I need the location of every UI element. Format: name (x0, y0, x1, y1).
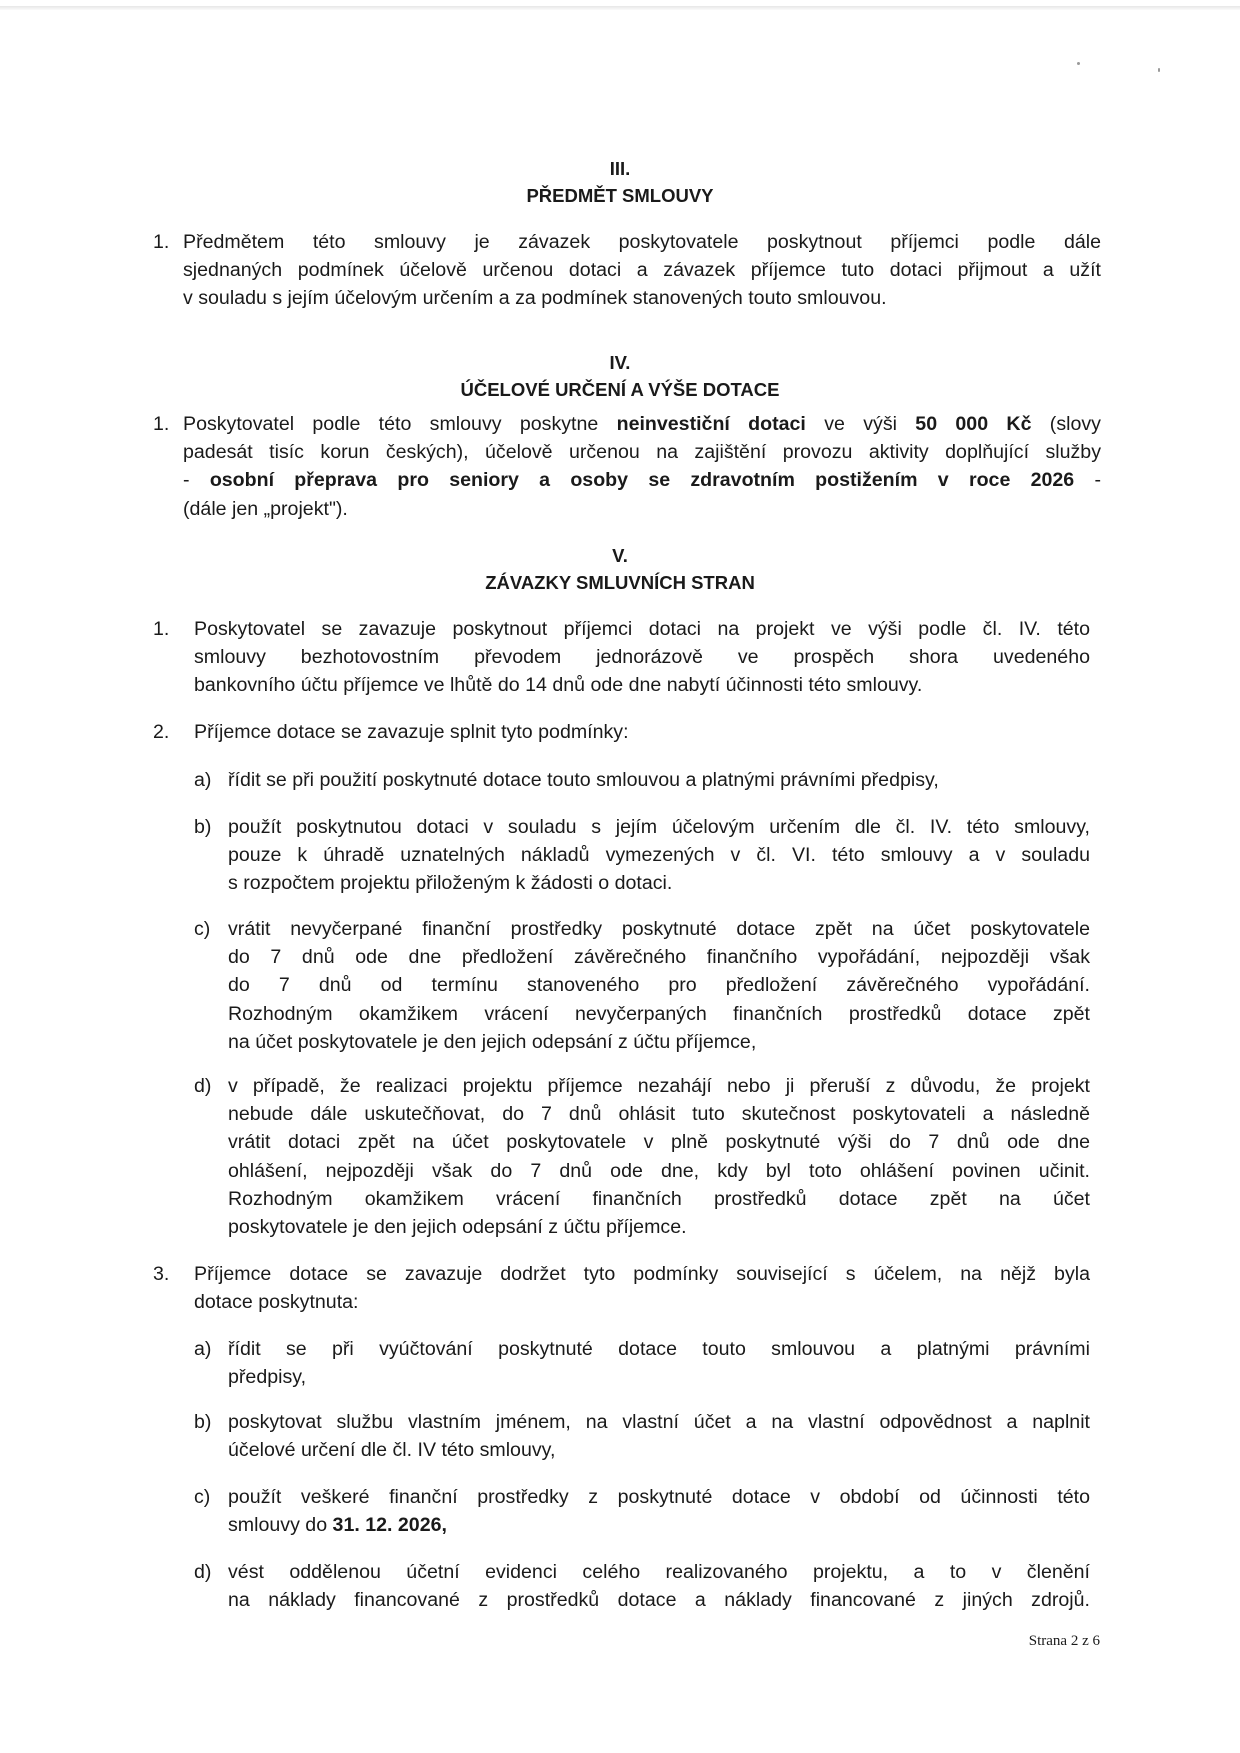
clause-paragraph (194, 615, 1090, 700)
text-run: Poskytovatel podle této smlouvy poskytne (183, 413, 617, 435)
clause-number: 1. (153, 413, 170, 435)
text-line: smlouvy bezhotovostním převodem jednorázově ve prospěch shora uvedeného (194, 646, 1090, 669)
item-label: b) (194, 1411, 212, 1433)
text-line: účelové určení dle čl. IV této smlouvy, (228, 1439, 556, 1462)
text-line: Příjemce dotace se zavazuje splnit tyto podmínky: (194, 721, 629, 743)
text-line (183, 410, 1101, 438)
bold-amount: 50 000 Kč (915, 413, 1032, 435)
text-line: Poskytovatel se zavazuje poskytnout příjemci dotaci na projekt ve výši podle čl. IV. této (194, 618, 1090, 640)
item-label: d) (194, 1561, 212, 1583)
section-heading-iv (0, 352, 1240, 401)
text-line: dotace poskytnuta: (194, 1291, 359, 1314)
bold-date: 31. 12. 2026, (332, 1514, 447, 1537)
text-line: pouze k úhradě uznatelných nákladů vymezených v čl. VI. této smlouvy a v souladu (228, 844, 1090, 867)
item-label: c) (194, 1486, 211, 1508)
bold-text: osobní přeprava pro seniory a osoby se zdravotním postižením v roce 2026 (209, 469, 1075, 492)
text-line: vést oddělenou účetní evidenci celého realizovaného projektu, a to v členění (228, 1561, 1090, 1583)
bold-text: neinvestiční dotaci (616, 413, 806, 435)
text-line: v případě, že realizaci projektu příjemce nezahájí nebo ji přeruší z důvodu, že projekt (228, 1075, 1090, 1097)
clause-intro (194, 718, 1090, 746)
text-line: do 7 dnů od termínu stanoveného pro předložení závěrečného vypořádání. (228, 974, 1090, 997)
clause-paragraph (183, 228, 1101, 313)
clause-paragraph (194, 1260, 1090, 1316)
list-item (228, 1558, 1090, 1614)
text-line: poskytovat službu vlastním jménem, na vlastní účet a na vlastní odpovědnost a naplnit (228, 1411, 1090, 1433)
text-line (183, 466, 1101, 494)
list-item (228, 766, 1090, 794)
text-line: vrátit nevyčerpané finanční prostředky poskytnuté dotace zpět na účet poskytovatele (228, 918, 1090, 940)
text-line: s rozpočtem projektu přiloženým k žádosti o dotaci. (228, 872, 673, 895)
text-line: padesát tisíc korun českých), účelově určenou na zajištění provozu aktivity doplňující služby (183, 441, 1101, 464)
text-line: Rozhodným okamžikem vrácení nevyčerpaných finančních prostředků dotace zpět (228, 1002, 1090, 1025)
text-run: (slovy (1031, 413, 1101, 435)
clause-number: 1. (153, 618, 170, 640)
text-run: ve výši (805, 413, 916, 435)
section-number: III. (609, 158, 631, 179)
section-number: IV. (609, 352, 631, 373)
section-title: ÚČELOVÉ URČENÍ A VÝŠE DOTACE (460, 379, 780, 400)
list-item (228, 1072, 1090, 1241)
text-line: na náklady financované z prostředků dotace a náklady financované z jiných zdrojů. (228, 1589, 1090, 1612)
item-label: d) (194, 1075, 212, 1097)
text-line: na účet poskytovatele je den jejich odepsání z účtu příjemce, (228, 1030, 757, 1053)
section-title: PŘEDMĚT SMLOUVY (526, 185, 714, 206)
section-number: V. (612, 545, 628, 566)
text-line: řídit se při použití poskytnuté dotace touto smlouvou a platnými právními předpisy, (228, 769, 939, 791)
text-line: (dále jen „projekt"). (183, 497, 348, 520)
text-run: - (1074, 469, 1102, 492)
list-item (228, 1408, 1090, 1464)
text-run: - (183, 469, 210, 492)
text-line: použít poskytnutou dotaci v souladu s jejím účelovým určením dle čl. IV. této smlouvy, (228, 816, 1090, 838)
text-line: řídit se při vyúčtování poskytnuté dotace touto smlouvou a platnými právními (228, 1338, 1090, 1360)
list-item (228, 1335, 1090, 1391)
text-line: poskytovatele je den jejich odepsání z účtu příjemce. (228, 1216, 687, 1239)
item-label: a) (194, 769, 212, 791)
text-line: Rozhodným okamžikem vrácení finančních prostředků dotace zpět na účet (228, 1187, 1090, 1210)
clause-number: 3. (153, 1263, 170, 1285)
text-line: sjednaných podmínek účelově určenou dotaci a závazek příjemce tuto dotaci přijmout a užít (183, 259, 1101, 282)
text-run: smlouvy do (228, 1514, 333, 1537)
item-label: c) (194, 918, 211, 940)
text-line: použít veškeré finanční prostředky z poskytnuté dotace v období od účinnosti této (228, 1486, 1090, 1508)
text-line: Předmětem této smlouvy je závazek poskytovatele poskytnout příjemci podle dále (183, 231, 1101, 253)
text-line: Příjemce dotace se zavazuje dodržet tyto podmínky související s účelem, na nějž byla (194, 1263, 1090, 1285)
list-item (228, 1483, 1090, 1539)
text-line: ohlášení, nejpozději však do 7 dnů ode dne, kdy byl toto ohlášení povinen učinit. (228, 1159, 1090, 1182)
clause-number: 2. (153, 721, 170, 743)
text-line: nebude dále uskutečňovat, do 7 dnů ohlásit tuto skutečnost poskytovateli a následně (228, 1103, 1090, 1126)
text-line: bankovního účtu příjemce ve lhůtě do 14 dnů ode dne nabytí účinnosti této smlouvy. (194, 674, 923, 697)
section-title: ZÁVAZKY SMLUVNÍCH STRAN (485, 572, 755, 593)
text-line: předpisy, (228, 1366, 307, 1389)
text-line (228, 1511, 1090, 1539)
item-label: a) (194, 1338, 212, 1360)
list-item (228, 915, 1090, 1056)
list-item (228, 813, 1090, 898)
clause-number: 1. (153, 231, 170, 253)
section-heading-v (0, 545, 1240, 594)
section-heading-iii (0, 158, 1240, 207)
item-label: b) (194, 816, 212, 838)
clause-paragraph (183, 410, 1101, 523)
page-number: Strana 2 z 6 (1028, 1633, 1100, 1649)
text-line: v souladu s jejím účelovým určením a za podmínek stanovených touto smlouvou. (183, 287, 887, 310)
text-line: do 7 dnů ode dne předložení závěrečného finančního vypořádání, nejpozději však (228, 946, 1090, 969)
text-line: vrátit dotaci zpět na účet poskytovatele v plně poskytnuté výši do 7 dnů ode dne (228, 1131, 1090, 1154)
